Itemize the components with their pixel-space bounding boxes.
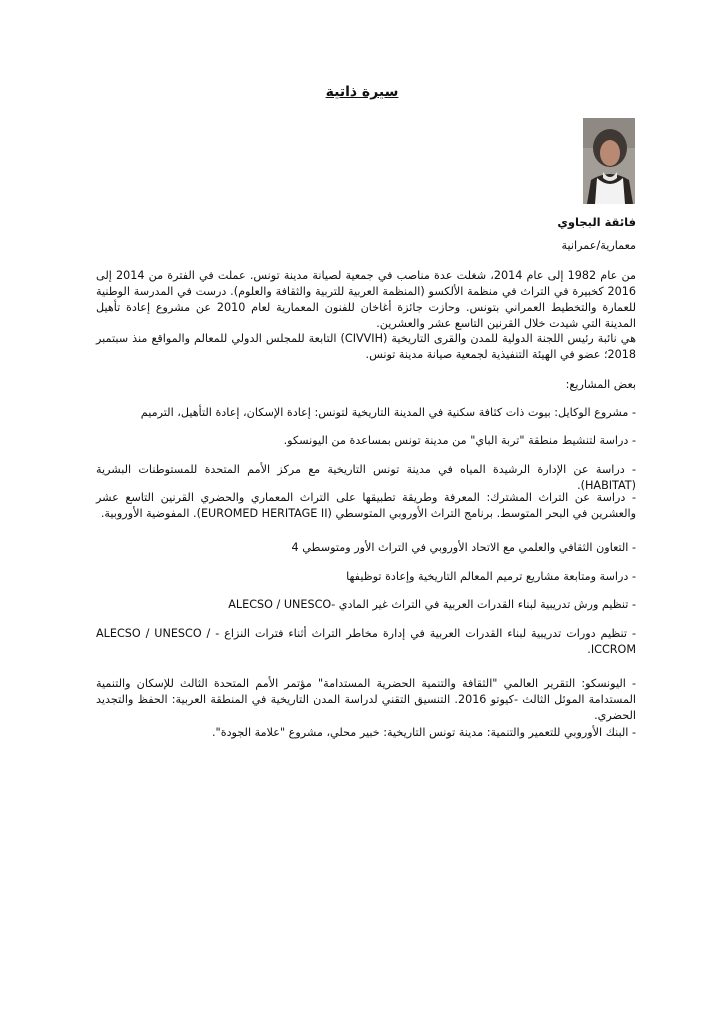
person-name: فائقة البجاوي — [557, 215, 636, 229]
project-item: - دراسة عن الإدارة الرشيدة المياه في مدينة تونس التاريخية مع مركز الأمم المتحدة للمستوطنات البشرية (HABITAT). — [96, 463, 636, 492]
project-item: - دراسة عن التراث المشترك: المعرفة وطريقة تطبيقها على التراث المعماري والحضري القرنين التاسع عشر والعشرين في البحر المتوسط. برنامج التراث الأوروبي المتوسطي (EUROMED HERITAGE II). المفوضية الأوروبية. — [96, 491, 636, 520]
project-item: - مشروع الوكايل: بيوت ذات كثافة سكنية في المدينة التاريخية لتونس: إعادة الإسكان، إعادة التأهيل، الترميم — [140, 406, 636, 419]
page-title: سيرة ذاتية — [325, 84, 399, 100]
project-item: - دراسة لتنشيط منطقة "تربة الباي" من مدينة تونس بمساعدة من اليونسكو. — [283, 434, 636, 447]
project-item: - التعاون الثقافي والعلمي مع الاتحاد الأوروبي في التراث الأور ومتوسطي 4 — [291, 541, 636, 554]
project-item: - دراسة ومتابعة مشاريع ترميم المعالم التاريخية وإعادة توظيفها — [346, 570, 636, 583]
projects-heading: بعض المشاريع: — [565, 378, 636, 391]
portrait-photo — [583, 118, 635, 204]
project-item: - اليونسكو: التقرير العالمي "الثقافة والتنمية الحضرية المستدامة" مؤتمر الأمم المتحدة الثالث للإسكان والتنمية المستدامة الموئل الثالث -كيوتو 2016. التنسيق التقني لدراسة المدن التاريخية في المنطقة العربية: الحفظ والتجديد الحضري. — [96, 677, 636, 722]
bio-paragraph-2: هي نائبة رئيس اللجنة الدولية للمدن والقرى التاريخية (CIVVIH) التابعة للمجلس الدولي للمعالم والمواقع منذ سبتمبر 2018؛ عضو في الهيئة التنفيذية لجمعية صيانة مدينة تونس. — [96, 332, 637, 361]
bio-paragraph-1: من عام 1982 إلى عام 2014، شغلت عدة مناصب في جمعية لصيانة مدينة تونس. عملت في الفترة من 2014 إلى 2016 كخبيرة في التراث في منظمة الألكسو (المنظمة العربية للتربية والثقافة والعلوم). درست في المدرسة الوطنية للعمارة والتخطيط العمراني بتونس. وحازت جائزة أغاخان للفنون المعمارية لعام 2010 عن مشروع إعادة تأهيل المدينة التي شيدت خلال القرنين التاسع عشر والعشرين. — [96, 269, 636, 330]
portrait-illustration — [583, 118, 635, 204]
project-item: - تنظيم ورش تدريبية لبناء القدرات العربية في التراث غير المادي -ALECSO / UNESCO — [228, 598, 636, 611]
project-item: - تنظيم دورات تدريبية لبناء القدرات العربية في إدارة مخاطر التراث أثناء فترات النزاع - ALECSO / UNESCO / ICCROM. — [96, 627, 636, 656]
person-role: معمارية/عمرانية — [561, 239, 636, 252]
project-item: - البنك الأوروبي للتعمير والتنمية: مدينة تونس التاريخية: خبير محلي، مشروع "علامة الجودة". — [212, 726, 636, 739]
